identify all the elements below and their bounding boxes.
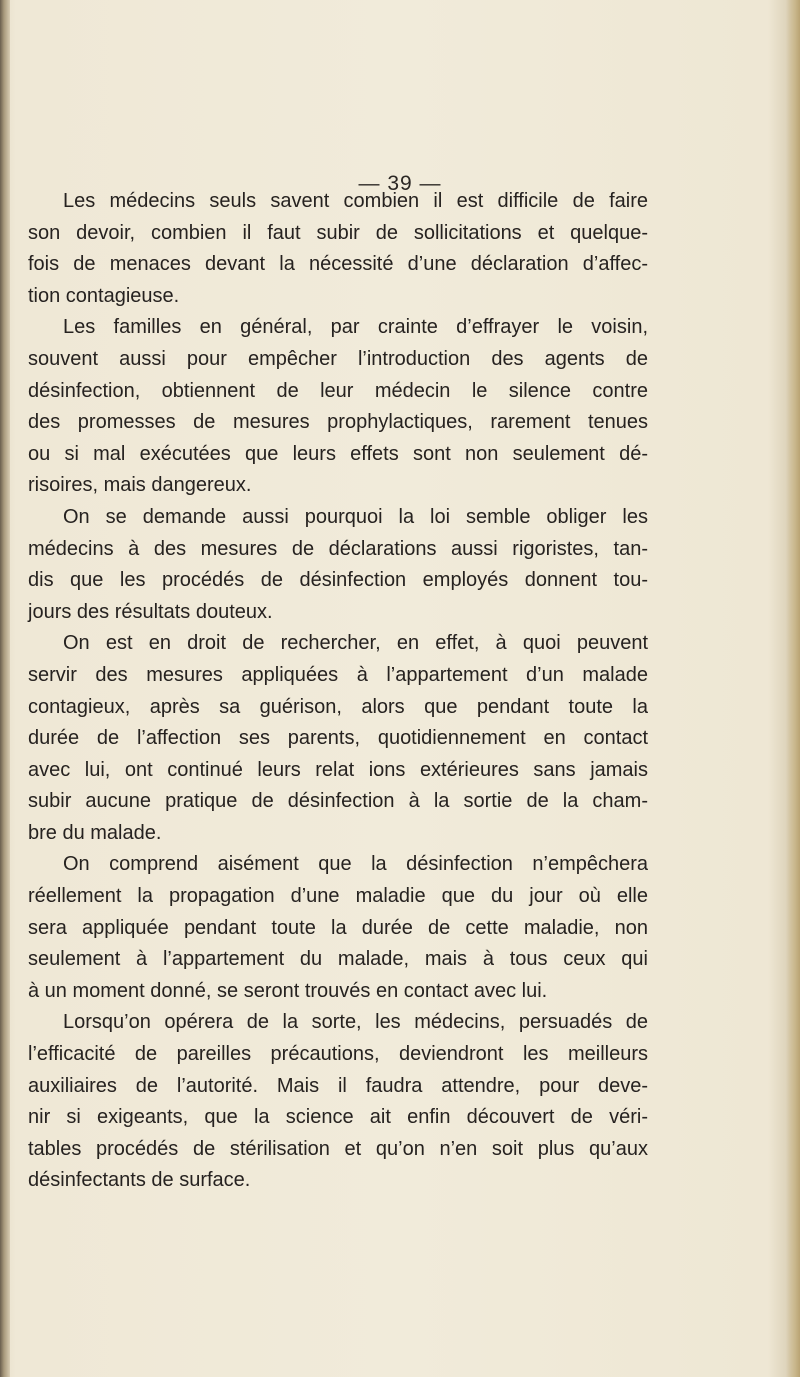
page-left-edge — [0, 0, 10, 1377]
text-line: On se demande aussi pourquoi la loi semble obliger les — [63, 505, 648, 528]
text-line: avec lui, ont continué leurs relat ions extérieures sans jamais — [28, 758, 648, 781]
text-line: bre du malade. — [28, 821, 162, 844]
page-right-edge — [786, 0, 800, 1377]
text-line: désinfection, obtiennent de leur médecin le silence contre — [28, 379, 648, 402]
text-line: sera appliquée pendant toute la durée de cette maladie, non — [28, 916, 648, 939]
text-line: médecins à des mesures de déclarations aussi rigoristes, tan- — [28, 537, 648, 560]
text-line: On est en droit de rechercher, en effet, à quoi peuvent — [63, 632, 648, 655]
text-line: Les médecins seuls savent combien il est difficile de faire — [63, 190, 648, 212]
text-line: des promesses de mesures prophylactiques, rarement tenues — [28, 411, 648, 434]
text-line: tion contagieuse. — [28, 284, 180, 307]
text-line: ou si mal exécutées que leurs effets sont non seulement dé- — [28, 442, 648, 465]
text-line: jours des résultats douteux. — [28, 600, 273, 623]
text-line: tables procédés de stérilisation et qu’on n’en soit plus qu’aux — [28, 1137, 648, 1160]
text-line: Les familles en général, par crainte d’effrayer le voisin, — [63, 316, 648, 339]
text-line: désinfectants de surface. — [28, 1169, 251, 1192]
text-line: fois de menaces devant la nécessité d’une déclaration d’affec- — [28, 253, 648, 276]
text-line: contagieux, après sa guérison, alors que pendant toute la — [28, 695, 648, 718]
text-line: risoires, mais dangereux. — [28, 474, 252, 497]
body-text — [28, 186, 648, 1197]
page-number: — 39 — — [358, 172, 442, 195]
text-line: souvent aussi pour empêcher l’introduction des agents de — [28, 347, 648, 370]
text-line: durée de l’affection ses parents, quotidiennement en contact — [28, 727, 648, 750]
text-line: l’efficacité de pareilles précautions, deviendront les meilleurs — [28, 1043, 648, 1066]
text-line: réellement la propagation d’une maladie que du jour où elle — [28, 885, 648, 908]
text-line: auxiliaires de l’autorité. Mais il faudra attendre, pour deve- — [28, 1074, 648, 1097]
text-line: dis que les procédés de désinfection employés donnent tou- — [28, 569, 648, 592]
text-line: subir aucune pratique de désinfection à la sortie de la cham- — [28, 790, 648, 813]
text-line: à un moment donné, se seront trouvés en contact avec lui. — [28, 979, 548, 1002]
text-line: On comprend aisément que la désinfection n’empêchera — [63, 853, 648, 876]
text-line: son devoir, combien il faut subir de sollicitations et quelque- — [28, 221, 648, 244]
text-line: servir des mesures appliquées à l’appartement d’un malade — [28, 663, 648, 686]
text-line: Lorsqu’on opérera de la sorte, les médecins, persuadés de — [63, 1011, 648, 1034]
text-line: nir si exigeants, que la science ait enfin découvert de véri- — [28, 1106, 648, 1129]
text-line: seulement à l’appartement du malade, mais à tous ceux qui — [28, 948, 648, 971]
